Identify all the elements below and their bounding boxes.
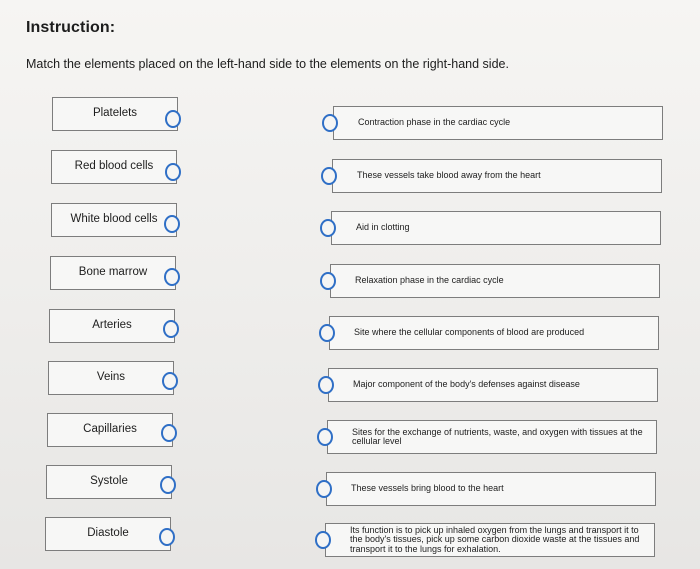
right-connector-handle-icon[interactable] [320, 272, 336, 290]
left-item-label: Red blood cells [74, 160, 154, 172]
instruction-title: Instruction: [26, 19, 116, 36]
left-item-diastole[interactable] [45, 517, 171, 551]
right-connector-handle-icon[interactable] [321, 167, 337, 185]
left-item-label: White blood cells [70, 213, 158, 225]
right-item-label: These vessels bring blood to the heart [351, 483, 504, 494]
right-item-label: Sites for the exchange of nutrients, waste, and oxygen with tissues at the cellular level [352, 426, 643, 446]
left-item-label: Veins [96, 371, 126, 383]
left-item-capillaries[interactable] [47, 413, 173, 447]
right-connector-handle-icon[interactable] [320, 219, 336, 237]
right-item-label: Site where the cellular components of blood are produced [354, 327, 585, 338]
left-connector-handle-icon[interactable] [159, 528, 175, 546]
right-connector-handle-icon[interactable] [317, 428, 333, 446]
instruction-text: Match the elements placed on the left-hand side to the elements on the right-hand side. [26, 57, 509, 71]
left-item-platelets[interactable] [52, 97, 178, 131]
left-item-bone-marrow[interactable] [50, 256, 176, 290]
left-item-white-blood-cells[interactable] [51, 203, 177, 237]
left-item-label: Bone marrow [78, 266, 148, 278]
left-connector-handle-icon[interactable] [165, 110, 181, 128]
left-connector-handle-icon[interactable] [162, 372, 178, 390]
left-connector-handle-icon[interactable] [163, 320, 179, 338]
left-connector-handle-icon[interactable] [160, 476, 176, 494]
right-item-label: These vessels take blood away from the heart [357, 170, 541, 181]
left-item-veins[interactable] [48, 361, 174, 395]
right-item-label: Major component of the body's defenses against disease [353, 379, 580, 390]
left-connector-handle-icon[interactable] [165, 163, 181, 181]
right-item-clotting[interactable] [331, 211, 661, 245]
right-item-oxygen-transport[interactable] [325, 523, 655, 557]
left-item-label: Platelets [92, 107, 138, 119]
right-item-defense[interactable] [328, 368, 658, 402]
right-connector-handle-icon[interactable] [318, 376, 334, 394]
left-item-label: Arteries [92, 319, 132, 331]
right-item-vessels-toward[interactable] [326, 472, 656, 506]
right-connector-handle-icon[interactable] [322, 114, 338, 132]
right-item-vessels-away[interactable] [332, 159, 662, 193]
left-item-arteries[interactable] [49, 309, 175, 343]
right-item-relaxation[interactable] [330, 264, 660, 298]
right-connector-handle-icon[interactable] [315, 531, 331, 549]
right-item-label: Its function is to pick up inhaled oxygen from the lungs and transport it to the body's tissues, pick up some carbon dioxide waste at the tissues and transport it to the lungs for exhalation. [350, 524, 640, 554]
right-connector-handle-icon[interactable] [319, 324, 335, 342]
left-item-systole[interactable] [46, 465, 172, 499]
left-connector-handle-icon[interactable] [164, 215, 180, 233]
left-item-red-blood-cells[interactable] [51, 150, 177, 184]
right-item-label: Aid in clotting [356, 222, 410, 233]
right-item-label: Contraction phase in the cardiac cycle [358, 117, 511, 128]
right-item-production-site[interactable] [329, 316, 659, 350]
left-connector-handle-icon[interactable] [164, 268, 180, 286]
right-item-contraction[interactable] [333, 106, 663, 140]
left-item-label: Capillaries [83, 423, 137, 435]
left-item-label: Systole [90, 475, 128, 487]
right-connector-handle-icon[interactable] [316, 480, 332, 498]
left-connector-handle-icon[interactable] [161, 424, 177, 442]
right-item-exchange-sites[interactable] [327, 420, 657, 454]
right-item-label: Relaxation phase in the cardiac cycle [355, 275, 504, 286]
left-item-label: Diastole [87, 527, 129, 539]
